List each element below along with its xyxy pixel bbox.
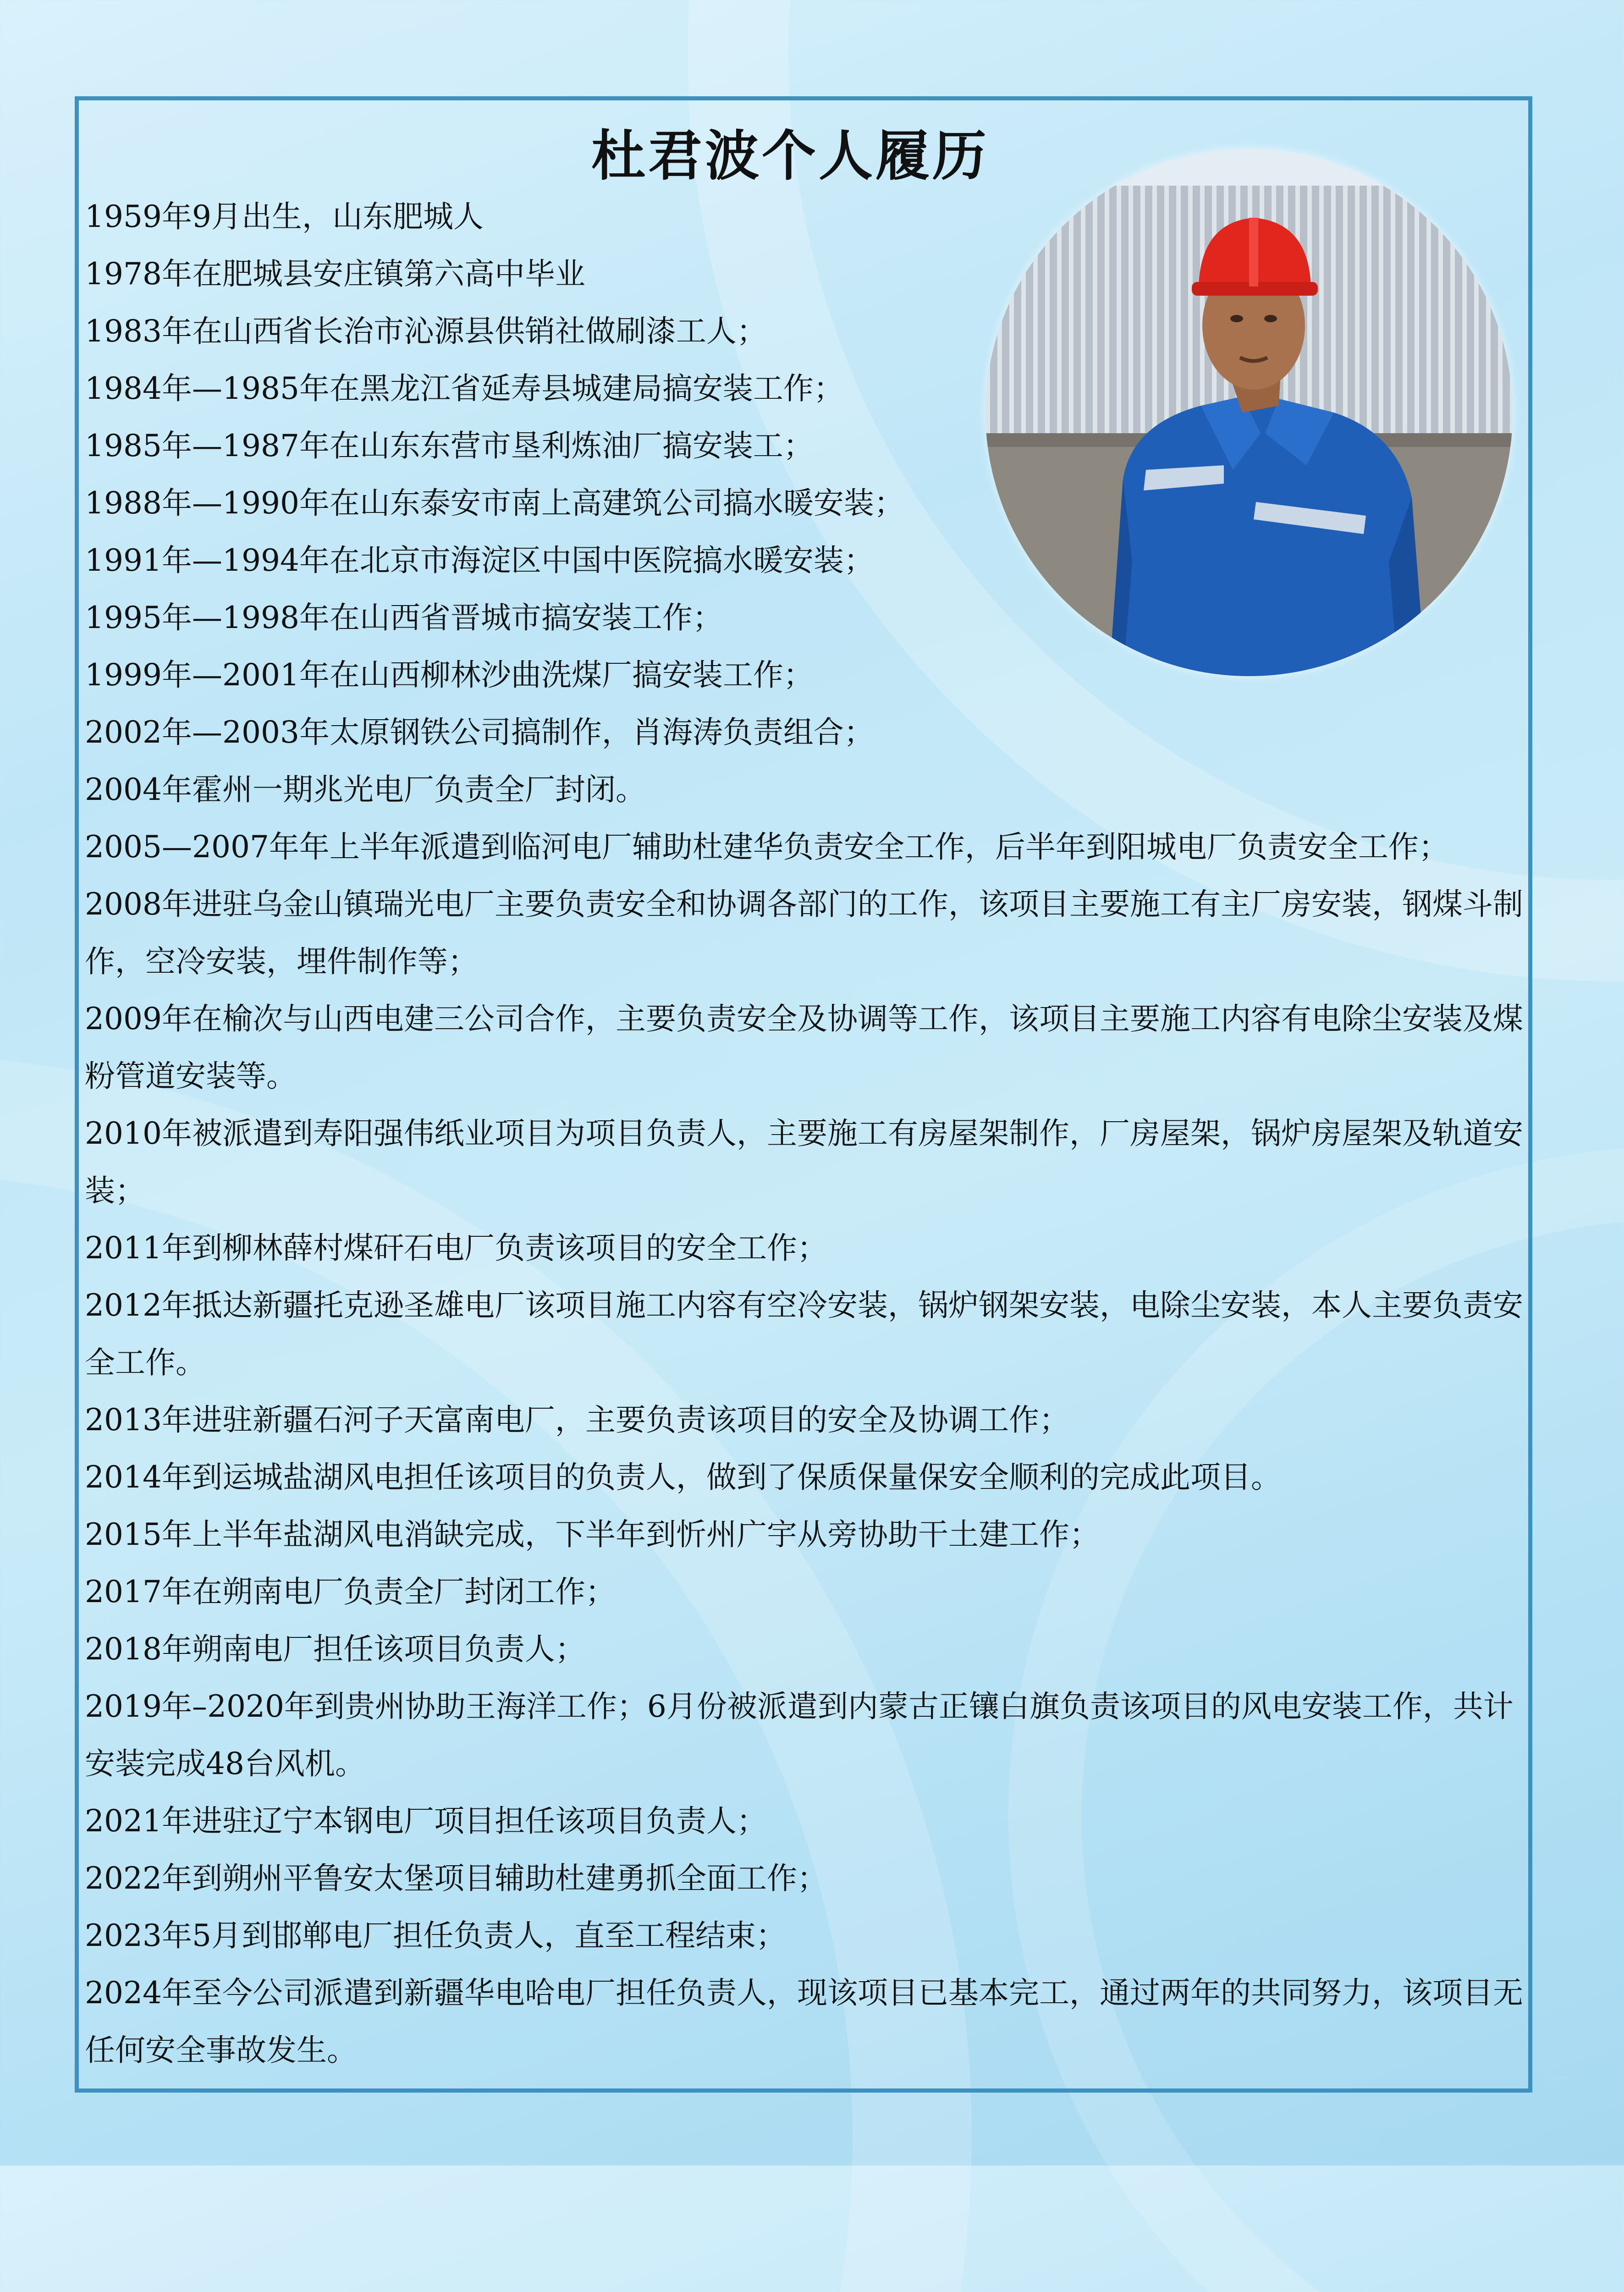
resume-entry: 2008年进驻乌金山镇瑞光电厂主要负责安全和协调各部门的工作，该项目主要施工有主厂房安装，钢煤斗制作，空冷安装，埋件制作等； — [85, 887, 1523, 979]
resume-entry: 1978年在肥城县安庄镇第六高中毕业 — [85, 256, 585, 292]
page-title: 杜君波个人履历 — [591, 124, 990, 187]
resume-entry: 2013年进驻新疆石河子天富南电厂，主要负责该项目的安全及协调工作； — [85, 1402, 1069, 1438]
resume-entry: 1984年—1985年在黑龙江省延寿县城建局搞安装工作； — [85, 371, 844, 406]
resume-entry: 1995年—1998年在山西省晋城市搞安装工作； — [85, 600, 723, 635]
resume-entry: 2010年被派遣到寿阳强伟纸业项目为项目负责人，主要施工有房屋架制作，厂房屋架，锅炉房屋架及轨道安装； — [85, 1116, 1523, 1208]
resume-entry: 1959年9月出生，山东肥城人 — [85, 199, 484, 234]
resume-entry: 2011年到柳林薛村煤矸石电厂负责该项目的安全工作； — [85, 1230, 827, 1266]
resume-entry: 2015年上半年盐湖风电消缺完成，下半年到忻州广宇从旁协助干土建工作； — [85, 1517, 1100, 1552]
resume-entry: 2018年朔南电厂担任该项目负责人； — [85, 1631, 585, 1667]
resume-entry: 1988年—1990年在山东泰安市南上高建筑公司搞水暖安装； — [85, 485, 904, 521]
resume-entry: 2014年到运城盐湖风电担任该项目的负责人，做到了保质保量保安全顺利的完成此项目。 — [85, 1460, 1281, 1495]
resume-entry: 2022年到朔州平鲁安太堡项目辅助杜建勇抓全面工作； — [85, 1861, 827, 1896]
resume-entry: 2004年霍州一期兆光电厂负责全厂封闭。 — [85, 772, 646, 807]
resume-entry: 2021年进驻辽宁本钢电厂项目担任该项目负责人； — [85, 1803, 767, 1839]
resume-entry: 1983年在山西省长治市沁源县供销社做刷漆工人； — [85, 314, 767, 349]
resume-entry: 1985年—1987年在山东东营市垦利炼油厂搞安装工； — [85, 428, 814, 463]
resume-entry: 2005—2007年年上半年派遣到临河电厂辅助杜建华负责安全工作，后半年到阳城电厂负责安全工作； — [85, 829, 1449, 865]
resume-entry: 2017年在朔南电厂负责全厂封闭工作； — [85, 1574, 616, 1609]
resume-entry: 1999年—2001年在山西柳林沙曲洗煤厂搞安装工作； — [85, 657, 814, 693]
resume-entry: 2019年–2020年到贵州协助王海洋工作；6月份被派遣到内蒙古正镶白旗负责该项目的风电安装工作，共计安装完成48台风机。 — [85, 1689, 1514, 1781]
resume-entry: 1991年—1994年在北京市海淀区中国中医院搞水暖安装； — [85, 543, 874, 578]
resume-entry: 2024年至今公司派遣到新疆华电哈电厂担任负责人，现该项目已基本完工，通过两年的共同努力，该项目无任何安全事故发生。 — [85, 1975, 1523, 2068]
resume-entry: 2023年5月到邯郸电厂担任负责人，直至工程结束； — [85, 1918, 786, 1953]
resume-entry: 2009年在榆次与山西电建三公司合作，主要负责安全及协调等工作，该项目主要施工内容有电除尘安装及煤粉管道安装等。 — [85, 1001, 1523, 1094]
resume-entry: 2002年—2003年太原钢铁公司搞制作，肖海涛负责组合； — [85, 715, 874, 750]
resume-entries — [85, 188, 1529, 2079]
resume-entry: 2012年抵达新疆托克逊圣雄电厂该项目施工内容有空冷安装，锅炉钢架安装，电除尘安装，本人主要负责安全工作。 — [85, 1288, 1523, 1380]
